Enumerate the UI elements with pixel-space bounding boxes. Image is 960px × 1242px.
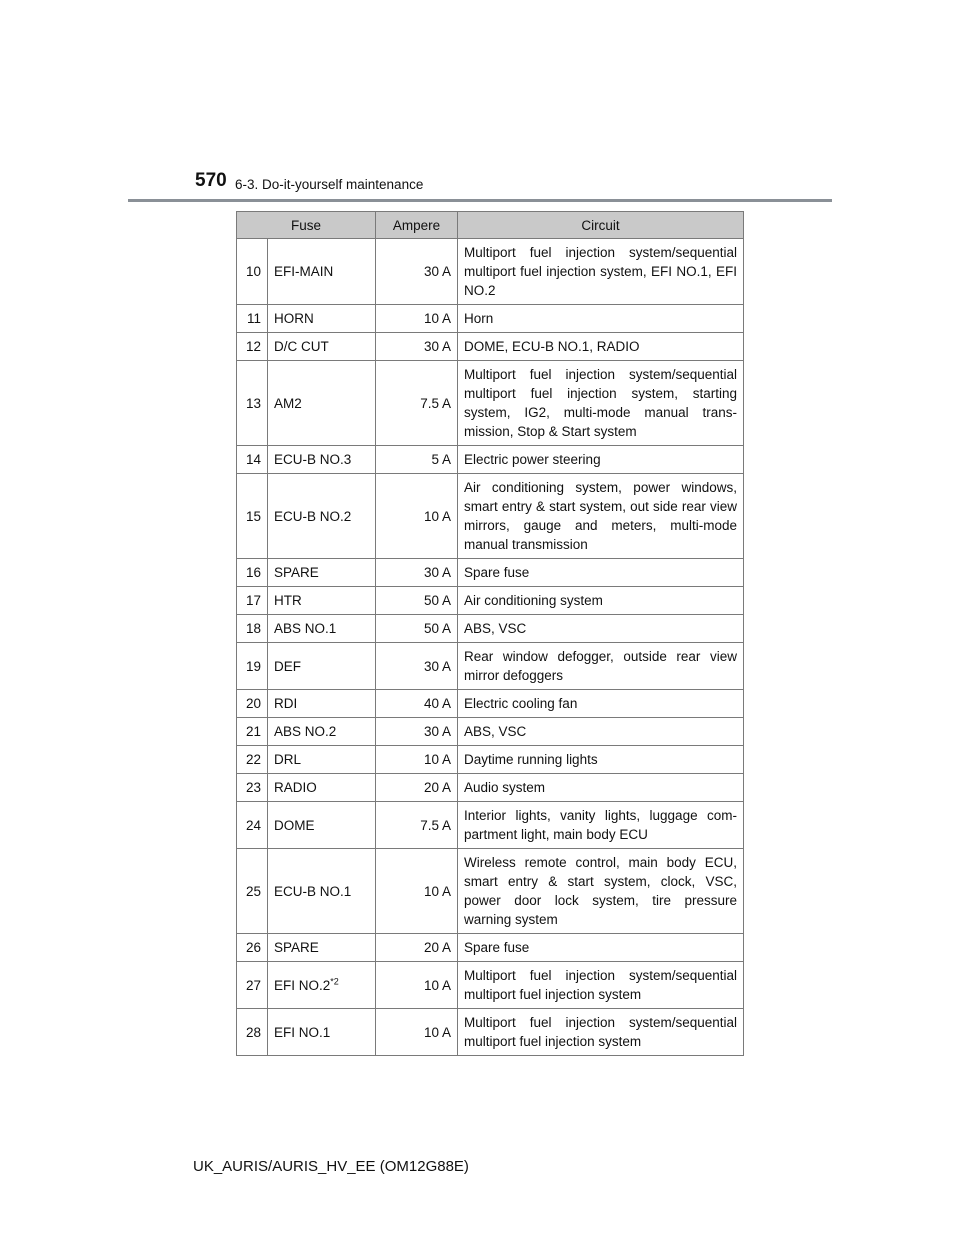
fuse-number: 14 xyxy=(237,446,268,474)
table-row xyxy=(237,446,744,474)
fuse-name: HORN xyxy=(274,311,314,326)
fuse-number: 18 xyxy=(237,615,268,643)
fuse-name-cell xyxy=(268,802,376,849)
fuse-number: 11 xyxy=(237,305,268,333)
header-rule xyxy=(128,199,832,202)
fuse-name: ECU-B NO.2 xyxy=(274,508,352,524)
fuse-circuit: Rear window defogger, outside rear view mirror defoggers xyxy=(458,643,744,690)
column-header-ampere: Ampere xyxy=(376,212,458,239)
fuse-circuit: Multiport fuel injection system/sequential multiport fuel injection system xyxy=(458,962,744,1009)
fuse-ampere: 5 A xyxy=(376,446,458,474)
fuse-circuit: Spare fuse xyxy=(458,934,744,962)
fuse-name: HTR xyxy=(274,593,302,608)
fuse-ampere: 30 A xyxy=(376,239,458,305)
fuse-number: 17 xyxy=(237,587,268,615)
footnote-marker: *2 xyxy=(330,976,339,986)
table-row xyxy=(237,333,744,361)
fuse-name-cell xyxy=(268,746,376,774)
fuse-number: 23 xyxy=(237,774,268,802)
fuse-name: ABS NO.1 xyxy=(274,621,337,636)
fuse-circuit: Daytime running lights xyxy=(458,746,744,774)
fuse-name: DOME xyxy=(274,817,315,833)
fuse-number: 24 xyxy=(237,802,268,849)
table-row xyxy=(237,615,744,643)
fuse-ampere: 30 A xyxy=(376,559,458,587)
fuse-number: 16 xyxy=(237,559,268,587)
fuse-name: ECU-B NO.3 xyxy=(274,452,352,467)
fuse-circuit: Multiport fuel injection system/sequential multiport fuel injection system, EFI NO.1, EFI NO.2 xyxy=(458,239,744,305)
fuse-ampere: 50 A xyxy=(376,587,458,615)
table-row xyxy=(237,239,744,305)
fuse-name: EFI NO.2 xyxy=(274,977,331,993)
fuse-circuit: Multiport fuel injection system/sequential multiport fuel injection system, starting system, IG2, multi-mode manual trans-mission, Stop & Start system xyxy=(458,361,744,446)
fuse-name: RADIO xyxy=(274,780,317,795)
table-row xyxy=(237,559,744,587)
fuse-number: 26 xyxy=(237,934,268,962)
fuse-name: ECU-B NO.1 xyxy=(274,883,352,899)
fuse-ampere: 50 A xyxy=(376,615,458,643)
fuse-number: 21 xyxy=(237,718,268,746)
fuse-name-cell xyxy=(268,333,376,361)
fuse-name-cell xyxy=(268,849,376,934)
table-row xyxy=(237,962,744,1009)
table-row xyxy=(237,1009,744,1056)
fuse-name-cell xyxy=(268,446,376,474)
footer-doc-code: UK_AURIS/AURIS_HV_EE (OM12G88E) xyxy=(193,1158,469,1175)
fuse-circuit: Audio system xyxy=(458,774,744,802)
fuse-name-cell xyxy=(268,718,376,746)
table-row xyxy=(237,746,744,774)
table-row xyxy=(237,361,744,446)
fuse-name-cell xyxy=(268,474,376,559)
fuse-name-cell xyxy=(268,774,376,802)
page-number: 570 xyxy=(195,170,227,191)
fuse-circuit: DOME, ECU-B NO.1, RADIO xyxy=(458,333,744,361)
table-row xyxy=(237,690,744,718)
fuse-name-cell xyxy=(268,934,376,962)
column-header-fuse: Fuse xyxy=(237,212,376,239)
table-row xyxy=(237,849,744,934)
table-row xyxy=(237,587,744,615)
fuse-circuit: Multiport fuel injection system/sequential multiport fuel injection system xyxy=(458,1009,744,1056)
fuse-ampere: 7.5 A xyxy=(376,802,458,849)
fuse-circuit: Spare fuse xyxy=(458,559,744,587)
fuse-number: 28 xyxy=(237,1009,268,1056)
fuse-ampere: 20 A xyxy=(376,774,458,802)
column-header-circuit: Circuit xyxy=(458,212,744,239)
fuse-ampere: 10 A xyxy=(376,849,458,934)
fuse-ampere: 10 A xyxy=(376,305,458,333)
fuse-name-cell xyxy=(268,615,376,643)
table-row xyxy=(237,474,744,559)
fuse-name-cell xyxy=(268,239,376,305)
table-row xyxy=(237,305,744,333)
fuse-circuit: Air conditioning system xyxy=(458,587,744,615)
fuse-name-cell xyxy=(268,1009,376,1056)
fuse-ampere: 20 A xyxy=(376,934,458,962)
fuse-circuit: Electric power steering xyxy=(458,446,744,474)
fuse-name-cell xyxy=(268,962,376,1009)
fuse-number: 25 xyxy=(237,849,268,934)
fuse-number: 20 xyxy=(237,690,268,718)
table-row xyxy=(237,718,744,746)
fuse-table-body xyxy=(237,239,744,1056)
fuse-ampere: 30 A xyxy=(376,643,458,690)
table-row xyxy=(237,774,744,802)
fuse-circuit: Horn xyxy=(458,305,744,333)
fuse-number: 13 xyxy=(237,361,268,446)
fuse-number: 22 xyxy=(237,746,268,774)
fuse-circuit: Wireless remote control, main body ECU, smart entry & start system, clock, VSC, power door lock system, tire pressure warning system xyxy=(458,849,744,934)
fuse-name: SPARE xyxy=(274,940,319,955)
fuse-number: 27 xyxy=(237,962,268,1009)
fuse-ampere: 7.5 A xyxy=(376,361,458,446)
fuse-number: 19 xyxy=(237,643,268,690)
fuse-circuit: ABS, VSC xyxy=(458,718,744,746)
fuse-circuit: Electric cooling fan xyxy=(458,690,744,718)
table-row xyxy=(237,643,744,690)
fuse-name-cell xyxy=(268,690,376,718)
fuse-ampere: 30 A xyxy=(376,333,458,361)
fuse-ampere: 10 A xyxy=(376,962,458,1009)
table-row xyxy=(237,934,744,962)
fuse-name: EFI NO.1 xyxy=(274,1024,331,1040)
fuse-name: SPARE xyxy=(274,565,319,580)
fuse-ampere: 10 A xyxy=(376,1009,458,1056)
fuse-ampere: 30 A xyxy=(376,718,458,746)
fuse-name-cell xyxy=(268,587,376,615)
fuse-name: AM2 xyxy=(274,395,302,411)
fuse-ampere: 10 A xyxy=(376,746,458,774)
fuse-circuit: ABS, VSC xyxy=(458,615,744,643)
fuse-name-cell xyxy=(268,643,376,690)
fuse-name: DEF xyxy=(274,658,301,674)
fuse-number: 10 xyxy=(237,239,268,305)
fuse-name: ABS NO.2 xyxy=(274,724,337,739)
fuse-ampere: 40 A xyxy=(376,690,458,718)
fuse-number: 15 xyxy=(237,474,268,559)
fuse-circuit: Air conditioning system, power windows, smart entry & start system, out side rear view mirrors, gauge and meters, multi-mode manual transmission xyxy=(458,474,744,559)
fuse-name: RDI xyxy=(274,696,298,711)
fuse-number: 12 xyxy=(237,333,268,361)
fuse-name: EFI-MAIN xyxy=(274,264,334,279)
fuse-circuit: Interior lights, vanity lights, luggage com-partment light, main body ECU xyxy=(458,802,744,849)
fuse-name: D/C CUT xyxy=(274,339,329,354)
table-row xyxy=(237,802,744,849)
fuse-table xyxy=(236,211,744,1056)
fuse-name-cell xyxy=(268,559,376,587)
fuse-name-cell xyxy=(268,305,376,333)
fuse-name-cell xyxy=(268,361,376,446)
section-title: 6-3. Do-it-yourself maintenance xyxy=(235,177,424,192)
fuse-ampere: 10 A xyxy=(376,474,458,559)
fuse-name: DRL xyxy=(274,752,302,767)
table-header-row xyxy=(237,212,744,239)
